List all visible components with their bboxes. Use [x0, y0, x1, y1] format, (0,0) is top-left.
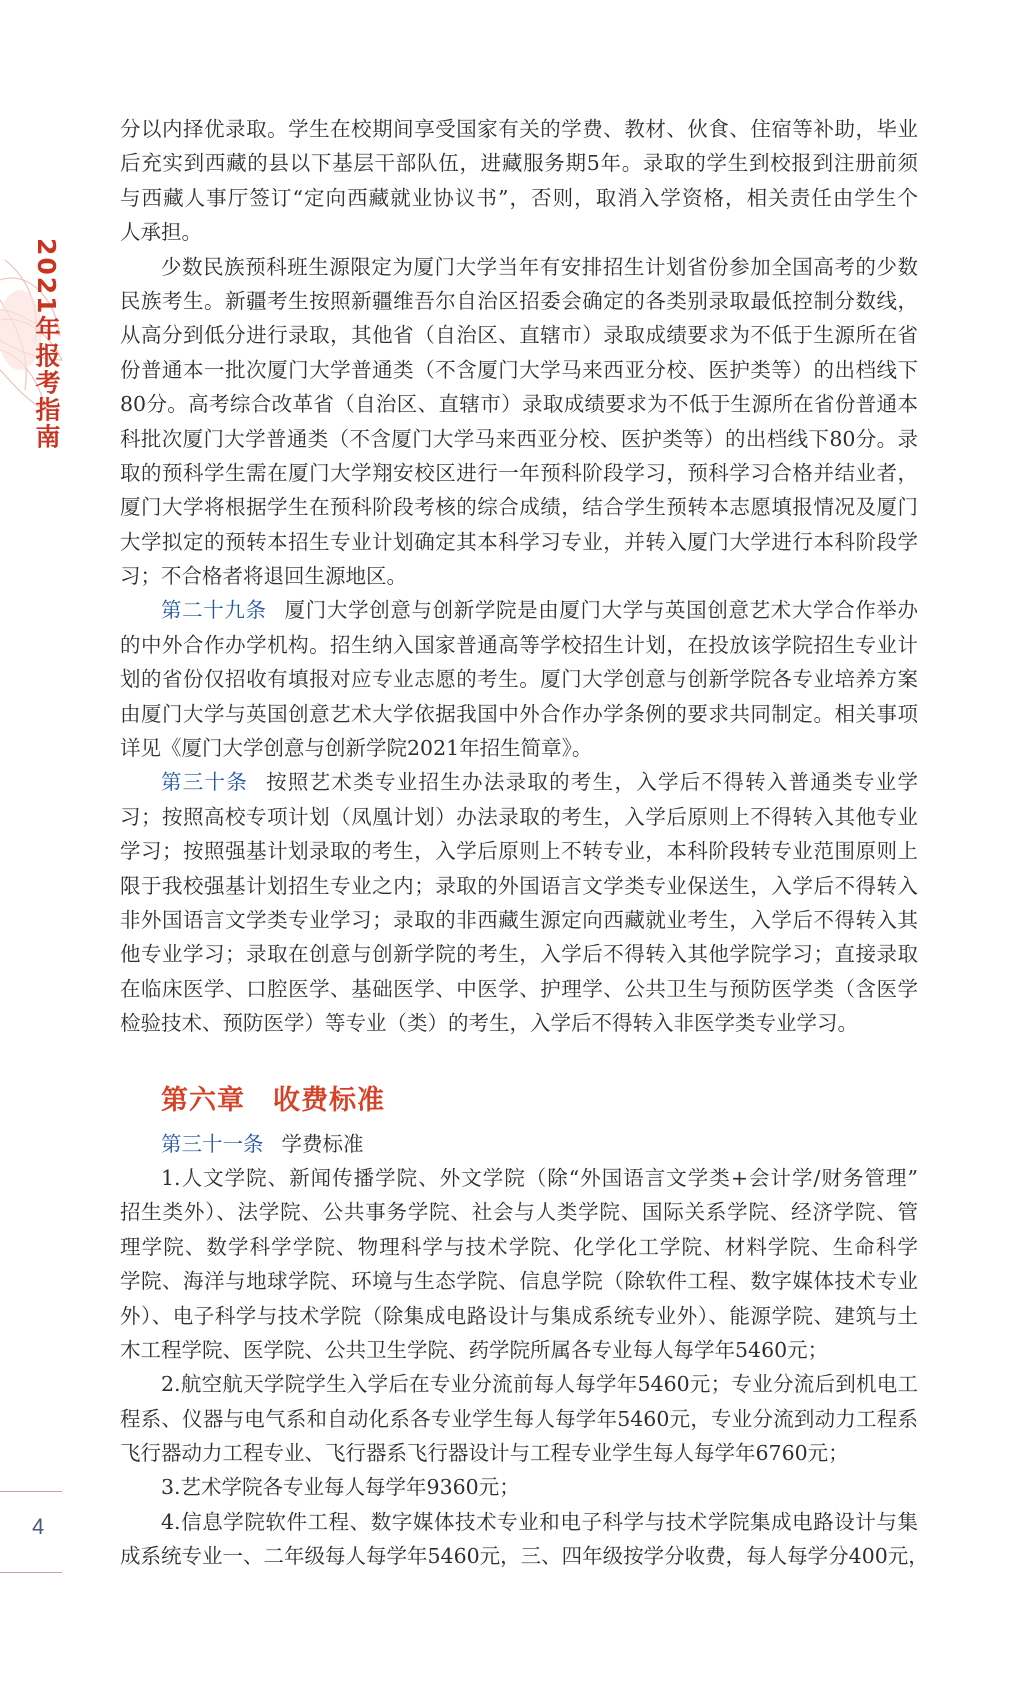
text-line	[120, 525, 918, 559]
text-line	[120, 181, 918, 215]
line-text: 取的预科学生需在厦门大学翔安校区进行一年预科阶段学习，预科学习合格并结业者，	[120, 460, 918, 485]
article-number: 第三十一条	[161, 1131, 264, 1156]
text-line	[120, 834, 918, 868]
line-text: 大学拟定的预转本招生专业计划确定其本科学习专业，并转入厦门大学进行本科阶段学	[120, 529, 918, 554]
chapter-heading: 第六章 收费标准	[161, 1084, 385, 1116]
text-line	[120, 1127, 918, 1161]
line-text: 民族考生。新疆考生按照新疆维吾尔自治区招委会确定的各类别录取最低控制分数线，	[120, 288, 918, 313]
line-text: 从高分到低分进行录取，其他省（自治区、直辖市）录取成绩要求为不低于生源所在省	[120, 323, 918, 348]
line-text: 学习；按照强基计划录取的考生，入学后原则上不转专业，本科阶段转专业范围原则上	[120, 839, 918, 864]
document-body	[120, 112, 929, 1574]
text-line	[120, 1436, 918, 1470]
line-text: 理学院、数学科学学院、物理科学与技术学院、化学化工学院、材料学院、生命科学	[120, 1234, 918, 1259]
line-text: 的中外合作办学机构。招生纳入国家普通高等学校招生计划，在投放该学院招生专业计	[120, 632, 918, 657]
line-text: 2.航空航天学院学生入学后在专业分流前每人每学年5460元；专业分流后到机电工	[161, 1372, 918, 1397]
text-line	[120, 1333, 918, 1367]
line-text: 划的省份仅招收有填报对应专业志愿的考生。厦门大学创意与创新学院各专业培养方案	[120, 667, 918, 692]
line-text: 程系、仪器与电气系和自动化系各专业学生每人每学年5460元，专业分流到动力工程系	[120, 1406, 918, 1431]
text-line	[120, 490, 918, 524]
line-text: 外）、电子科学与技术学院（除集成电路设计与集成系统专业外）、能源学院、建筑与土	[120, 1303, 918, 1328]
line-text: 少数民族预科班生源限定为厦门大学当年有安排招生计划省份参加全国高考的少数	[161, 254, 918, 279]
paragraph	[120, 1161, 918, 1367]
line-text: 80分。高考综合改革省（自治区、直辖市）录取成绩要求为不低于生源所在省份普通本	[120, 392, 918, 417]
text-line	[120, 593, 918, 627]
line-text: 检验技术、预防医学）等专业（类）的考生，入学后不得转入非医学类专业学习。	[120, 1011, 858, 1036]
line-text: 在临床医学、口腔医学、基础医学、中医学、护理学、公共卫生与预防医学类（含医学	[120, 976, 918, 1001]
text-line	[120, 869, 918, 903]
text-line	[120, 250, 918, 284]
line-text: 招生类外）、法学院、公共事务学院、社会与人类学院、国际关系学院、经济学院、管	[120, 1200, 918, 1225]
text-line	[120, 1230, 918, 1264]
line-text: 4.信息学院软件工程、数字媒体技术专业和电子科学与技术学院集成电路设计与集	[161, 1509, 918, 1534]
text-line	[120, 800, 918, 834]
text-line	[120, 662, 918, 696]
line-text: 科批次厦门大学普通类（不含厦门大学马来西亚分校、医护类等）的出档线下80分。录	[120, 426, 918, 451]
line-text: 飞行器动力工程专业、飞行器系飞行器设计与工程专业学生每人每学年6760元；	[120, 1441, 849, 1466]
text-line	[120, 972, 918, 1006]
line-text: 木工程学院、医学院、公共卫生学院、药学院所属各专业每人每学年5460元；	[120, 1337, 829, 1362]
text-line	[120, 1264, 918, 1298]
text-line	[120, 1161, 918, 1195]
text-line	[120, 937, 918, 971]
article-paragraph	[120, 593, 918, 765]
line-text: 份普通本一批次厦门大学普通类（不含厦门大学马来西亚分校、医护类等）的出档线下	[120, 357, 918, 382]
line-text: 后充实到西藏的县以下基层干部队伍，进藏服务期5年。录取的学生到校报到注册前须	[120, 151, 918, 176]
page-number: 4	[32, 1514, 45, 1539]
paragraph	[120, 250, 918, 594]
line-text: 详见《厦门大学创意与创新学院2021年招生简章》。	[120, 736, 593, 761]
line-text: 3.艺术学院各专业每人每学年9360元；	[161, 1475, 520, 1500]
paragraph	[120, 112, 918, 250]
paragraph	[120, 1505, 929, 1574]
text-line	[120, 456, 918, 490]
line-text: 他专业学习；录取在创意与创新学院的考生，入学后不得转入其他学院学习；直接录取	[120, 942, 918, 967]
line-text: 限于我校强基计划招生专业之内；录取的外国语言文学类专业保送生，入学后不得转入	[120, 873, 918, 898]
text-line	[120, 284, 918, 318]
article-paragraph	[120, 1127, 918, 1161]
article-number: 第三十条	[161, 770, 249, 795]
article-paragraph	[120, 765, 918, 1040]
sidebar-running-title	[28, 238, 62, 451]
article-number: 第二十九条	[161, 598, 267, 623]
text-line	[120, 1006, 918, 1040]
text-line	[120, 422, 918, 456]
text-line	[120, 1539, 929, 1573]
line-text: 由厦门大学与英国创意艺术大学依据我国中外合作办学条例的要求共同制定。相关事项	[120, 701, 918, 726]
text-line	[120, 215, 918, 249]
line-text: 人承担。	[120, 220, 202, 245]
text-line	[120, 731, 918, 765]
line-text: 习；不合格者将退回生源地区。	[120, 564, 407, 589]
paragraph	[120, 1367, 918, 1470]
line-text: 按照艺术类专业招生办法录取的考生，入学后不得转入普通类专业学	[266, 770, 919, 795]
line-text: 学院、海洋与地球学院、环境与生态学院、信息学院（除软件工程、数字媒体技术专业	[120, 1269, 918, 1294]
text-line	[120, 765, 918, 799]
text-line	[120, 112, 918, 146]
text-line	[120, 628, 918, 662]
text-line	[120, 146, 918, 180]
text-line	[120, 1299, 918, 1333]
text-line	[120, 353, 918, 387]
page-number-box	[0, 1491, 62, 1573]
paragraph	[120, 1470, 918, 1504]
line-text: 与西藏人事厅签订“定向西藏就业协议书”，否则，取消入学资格，相关责任由学生个	[120, 185, 918, 210]
line-text: 厦门大学将根据学生在预科阶段考核的综合成绩，结合学生预转本志愿填报情况及厦门	[120, 495, 918, 520]
text-line	[120, 697, 918, 731]
line-text: 1.人文学院、新闻传播学院、外文学院（除“外国语言文学类+会计学/财务管理”	[161, 1165, 918, 1190]
line-text: 非外国语言文学类专业学习；录取的非西藏生源定向西藏就业考生，入学后不得转入其	[120, 907, 918, 932]
line-text: 成系统专业一、二年级每人每学年5460元，三、四年级按学分收费，每人每学分400元，	[120, 1544, 929, 1569]
text-line	[120, 1470, 918, 1504]
line-text: 学费标准	[281, 1131, 364, 1156]
text-line	[120, 1505, 918, 1539]
guide-title: 2021年报考指南	[32, 238, 61, 451]
text-line	[120, 387, 918, 421]
line-text: 厦门大学创意与创新学院是由厦门大学与英国创意艺术大学合作举办	[284, 598, 919, 623]
line-text: 分以内择优录取。学生在校期间享受国家有关的学费、教材、伙食、住宿等补助，毕业	[120, 117, 918, 141]
text-line	[120, 903, 918, 937]
text-line	[120, 318, 918, 352]
line-text: 习；按照高校专项计划（凤凰计划）办法录取的考生，入学后原则上不得转入其他专业	[120, 804, 918, 829]
text-line	[120, 1195, 918, 1229]
text-line	[120, 1402, 918, 1436]
text-line	[120, 559, 918, 593]
text-line	[120, 1367, 918, 1401]
